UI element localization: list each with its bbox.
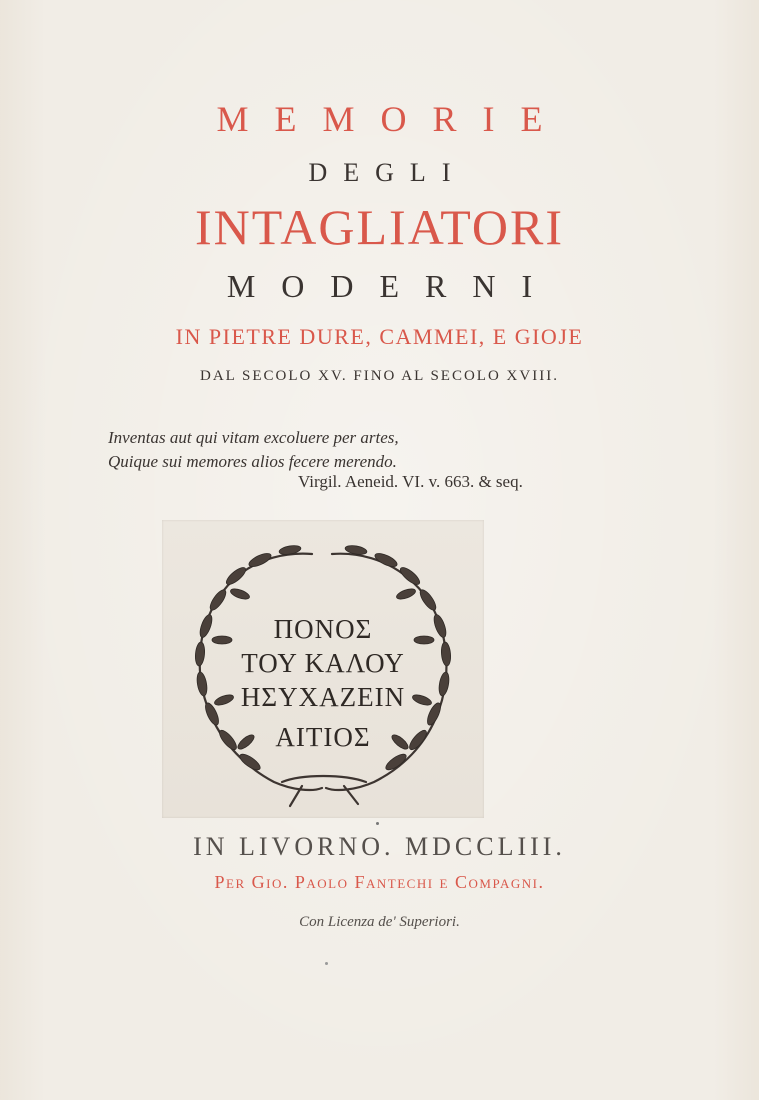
epigraph-line-1: Inventas aut qui vitam excoluere per artes,: [108, 428, 399, 447]
plate-line-2: ΤΟΥ ΚΑΛΟΥ: [241, 648, 405, 678]
title-intagliatori: INTAGLIATORI: [194, 199, 565, 255]
plate-line-3: ΗΣΥΧΑΖΕΙΝ: [240, 682, 406, 712]
title-memorie: MEMORIE: [216, 99, 569, 139]
epigraph-line-2: Quique sui memores alios fecere merendo.: [108, 452, 397, 471]
imprint-place-date: IN LIVORNO. MDCCLIII.: [193, 832, 566, 861]
plate-line-4: ΑΙΤΙΟΣ: [275, 722, 371, 752]
imprint-publisher: Per Gio. Paolo Fantechi e Compagni.: [214, 872, 545, 892]
engraved-vignette: [162, 520, 484, 818]
plate-line-1: ΠΟΝΟΣ: [273, 614, 373, 644]
fleuron-icon: [376, 822, 379, 825]
title-moderni: MODERNI: [226, 268, 559, 304]
epigraph-citation: Virgil. Aeneid. VI. v. 663. & seq.: [298, 472, 523, 491]
imprint-licence: Con Licenza de' Superiori.: [299, 914, 460, 930]
subtitle-materials: IN PIETRE DURE, CAMMEI, E GIOJE: [175, 324, 584, 349]
laurel-wreath-icon: [162, 520, 484, 818]
subtitle-period: DAL SECOLO XV. FINO AL SECOLO XVIII.: [200, 368, 559, 384]
ink-speck: [325, 962, 328, 965]
title-degli: DEGLI: [308, 158, 467, 187]
